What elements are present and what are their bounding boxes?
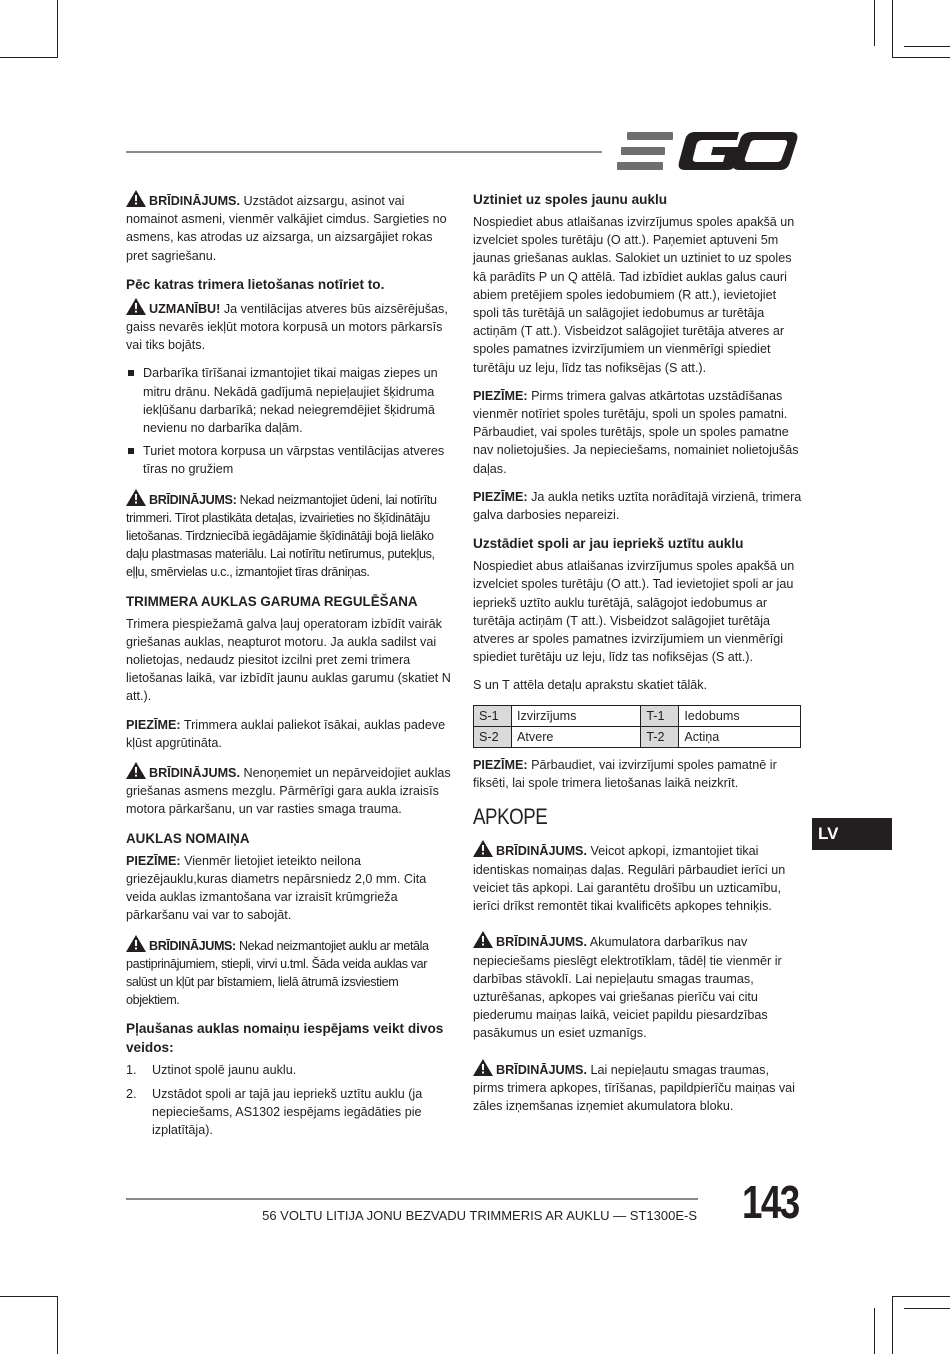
crop-mark bbox=[892, 57, 950, 58]
cleaning-list bbox=[126, 364, 454, 478]
warning-text: Akumulatora darbarīkus nav nepieciešams pieslēgt elektrotīklam, tādēļ tie vienmēr ir darbības stāvoklī. Lai nepieļautu smagas traumas, uzturēšanas, apkopes vai griešanas pierīču vai citu piederumu maiņas laikā, veiciet papildu piesardzības pasākumus un esiet uzmanīgs. bbox=[473, 935, 782, 1041]
footer-rule bbox=[126, 1198, 698, 1200]
warning-label: BRĪDINĀJUMS: bbox=[149, 938, 236, 953]
language-tab: LV bbox=[812, 818, 892, 850]
list-item-text: Darbarīka tīrīšanai izmantojiet tikai maigas ziepes un mitru drānu. Nekādā gadījumā nepieļaujiet šķidruma iekļūšanu darbarīkā; nekad neiegremdējiet šķidrumā nevienu no darbarīka daļām. bbox=[143, 366, 438, 436]
para-wind-line: Nospiediet abus atlaišanas izvirzījumus spoles apakšā un izvelciet spoles turētāju (O att.). Paņemiet aptuveni 5m jaunas griešanas auklas. Salokiet un uztiniet to uz spoles kā parādīts P un Q attēlā. Tad izbīdiet auklas galus cauri abiem pretējiem spoles iedobumiem (R att.), ievietojiet spoli tās turētājā un salāgojiet iedobumus ar turētāja actiņām (T att.). Visbeidzot salāgojiet turētāja atveres ar spoles pamatnes izvirzījumiem un vienmērīgi spiediet turētāju uz leju, līdz tas nofiksējas (S att.). bbox=[473, 215, 795, 375]
ego-logo bbox=[617, 130, 799, 172]
heading-clean: Pēc katras trimera lietošanas notīriet to. bbox=[126, 276, 385, 292]
crop-mark bbox=[904, 46, 950, 47]
warning-icon bbox=[473, 931, 493, 948]
step-text: Uztinot spolē jaunu auklu. bbox=[152, 1063, 297, 1078]
table-row bbox=[474, 705, 801, 726]
heading-two-ways: Pļaušanas auklas nomaiņu iespējams veikt divos veidos: bbox=[126, 1021, 444, 1056]
crop-mark bbox=[892, 1296, 893, 1354]
table-cell: Atvere bbox=[512, 726, 641, 747]
table-cell: Iedobums bbox=[679, 705, 801, 726]
warning-icon bbox=[126, 298, 146, 315]
right-column bbox=[473, 190, 803, 1125]
step-number: 1. bbox=[126, 1063, 137, 1078]
crop-mark bbox=[57, 1296, 58, 1354]
warning-water bbox=[126, 489, 454, 582]
note-text: Pirms trimera galvas atkārtotas uzstādīšanas vienmēr notīriet spoles turētāju, spoli un spoles pamatni. Pārbaudiet, vai spoles turētājs, spole un spoles pamatne nav nolietojušies. Ja nepieciešams, nomainiet nolietojušās daļas. bbox=[473, 388, 799, 476]
table-cell: Izvirzījums bbox=[512, 705, 641, 726]
parts-table bbox=[473, 705, 801, 748]
warning-blade bbox=[126, 762, 454, 819]
note-label: PIEZĪME: bbox=[473, 388, 528, 403]
warning-icon bbox=[126, 489, 146, 506]
warning-icon bbox=[473, 840, 493, 857]
table-row bbox=[474, 726, 801, 747]
header-rule bbox=[126, 151, 602, 153]
bullet-square-icon bbox=[128, 370, 134, 376]
warning-label: BRĪDINĀJUMS. bbox=[496, 1062, 587, 1077]
warning-icon bbox=[473, 1059, 493, 1076]
note-label: PIEZĪME: bbox=[473, 489, 528, 504]
crop-mark bbox=[0, 1296, 58, 1297]
crop-mark bbox=[57, 0, 58, 58]
heading-wind-line: Uztiniet uz spoles jaunu auklu bbox=[473, 192, 668, 207]
table-cell: T-1 bbox=[641, 705, 679, 726]
warning-remove-battery bbox=[473, 1059, 803, 1116]
warning-gloves bbox=[126, 190, 454, 265]
step-number: 2. bbox=[126, 1086, 137, 1101]
table-cell: S-1 bbox=[474, 705, 512, 726]
crop-mark bbox=[892, 1296, 950, 1297]
table-cell: S-2 bbox=[474, 726, 512, 747]
warning-icon bbox=[126, 762, 146, 779]
caution-label: UZMANĪBU! bbox=[149, 301, 221, 316]
warning-battery-tools bbox=[473, 931, 803, 1042]
list-item bbox=[126, 1061, 454, 1079]
warning-text: Lai nepieļautu smagas traumas, pirms trimera apkopes, tīrīšanas, papildpierīču maiņas vai zāles izņemšanas izņemiet akumulatora bloku. bbox=[473, 1062, 795, 1113]
table-cell: T-2 bbox=[641, 726, 679, 747]
crop-mark bbox=[0, 57, 58, 58]
warning-text: Veicot apkopi, izmantojiet tikai identiskas nomaiņas daļas. Regulāri pārbaudiet ierīci un veiciet tās apkopi. Lai garantētu drošību un uzticamību, ierīci drīkst remontēt tikai kvalificēts apkopes tehniķis. bbox=[473, 844, 786, 914]
note-text: Pārbaudiet, vai izvirzījumi spoles pamatnē ir fiksēti, lai spole trimera lietošanas laikā neizkrīt. bbox=[473, 758, 777, 791]
note-label: PIEZĪME: bbox=[473, 758, 528, 773]
bullet-square-icon bbox=[128, 448, 134, 454]
warning-metal-line bbox=[126, 935, 454, 1010]
para-line-length: Trimera piespiežamā galva ļauj operatoram izbīdīt vairāk griešanas auklas, neapturot motoru. Ja aukla sadilst vai nolietojas, nedaudz piesitot izcilni pret zemi trimera lietošanas laikā, var izbīdīt jaunu auklas garumu (skatiet N att.). bbox=[126, 616, 451, 704]
warning-label: BRĪDINĀJUMS. bbox=[496, 935, 587, 950]
replace-steps bbox=[126, 1061, 454, 1139]
list-item bbox=[126, 442, 454, 478]
warning-text: Nekad neizmantojiet ūdeni, lai notīrītu trimmeri. Tīrot plastikāta detaļas, izvairieties no šķīdinātāju lietošanas. Tirdzniecībā iegādājamie šķīdinātāji bojā lielāko daļu plastmasas materiālu. Lai notīrītu netīrumus, putekļus, eļļu, smērvielas u.c., izmantojiet tīras drāniņas. bbox=[126, 492, 437, 580]
note-label: PIEZĪME: bbox=[126, 853, 181, 868]
crop-mark bbox=[874, 1308, 875, 1354]
note-direction bbox=[473, 488, 803, 524]
para-install-spool: Nospiediet abus atlaišanas izvirzījumus spoles apakšā un izvelciet spoles turētāju (O att.). Tad ievietojiet spoli ar jau iepriekš uztīto auklu turētājā, salāgojot iedobumus ar turētāja actiņām (T att.). Visbeidzot salāgojiet turētāja atveres ar spoles pamatnes izvirzījumiem un vienmērīgi spiediet turētāju uz leju, līdz tas nofiksējas (S att.). bbox=[473, 559, 795, 665]
warning-text: Uzstādot aizsargu, asinot vai nomainot asmeni, vienmēr valkājiet cimdus. Sargieties no asmens, kas atrodas uz aizsarga, un aizsargājiet rokas pret sagriešanu. bbox=[126, 194, 447, 263]
table-cell: Actiņa bbox=[679, 726, 801, 747]
warning-icon bbox=[126, 935, 146, 952]
crop-mark bbox=[892, 0, 893, 58]
warning-label: BRĪDINĀJUMS: bbox=[149, 492, 237, 507]
note-label: PIEZĪME: bbox=[126, 717, 181, 732]
note-text: Vienmēr lietojiet ieteikto neilona griezējauklu,kuras diametrs nepārsniedz 2,0 mm. Cita veida auklas izmantošana var izraisīt krūmgrieža pārkaršanu vai var to sabojāt. bbox=[126, 853, 427, 923]
warning-service bbox=[473, 840, 803, 915]
caution-text: Ja ventilācijas atveres būs aizsērējušas, gaiss nevarēs iekļūt motora korpusā un motors pārkarsīs vai tiks bojāts. bbox=[126, 301, 448, 353]
note-check-lugs bbox=[473, 756, 803, 792]
crop-mark bbox=[904, 1308, 950, 1309]
list-item bbox=[126, 364, 454, 437]
heading-install-spool: Uzstādiet spoli ar jau iepriekš uztītu auklu bbox=[473, 536, 744, 552]
warning-text: Nekad neizmantojiet auklu ar metāla pastiprinājumiem, stiepli, virvi u.tml. Šāda veida auklas var salūst un kļūt par bīstamiem, lielā ātrumā izsviestiem objektiem. bbox=[126, 938, 429, 1008]
warning-icon bbox=[126, 190, 146, 207]
note-text: Ja aukla netiks uztīta norādītajā virzienā, trimera galva darbosies nepareizi. bbox=[473, 489, 802, 523]
warning-label: BRĪDINĀJUMS. bbox=[496, 844, 587, 859]
crop-mark bbox=[874, 0, 875, 46]
note-text: Trimmera auklai paliekot īsākai, auklas padeve kļūst apgrūtināta. bbox=[126, 717, 446, 750]
footer-title: 56 VOLTU LITIJA JONU BEZVADU TRIMMERIS AR AUKLU — ST1300E-S bbox=[262, 1208, 697, 1223]
left-column bbox=[126, 190, 454, 1144]
warning-label: BRĪDINĀJUMS. bbox=[149, 766, 240, 781]
note-shorter-line bbox=[126, 716, 454, 752]
heading-maintenance: APKOPE bbox=[473, 804, 548, 830]
heading-line-length: TRIMMERA AUKLAS GARUMA REGULĒŠANA bbox=[126, 593, 418, 609]
para-parts-ref: S un T attēla detaļu aprakstu skatiet tālāk. bbox=[473, 678, 708, 693]
list-item-text: Turiet motora korpusa un vārpstas ventilācijas atveres tīras no gružiem bbox=[143, 444, 445, 477]
list-item bbox=[126, 1085, 454, 1140]
note-nylon bbox=[126, 852, 454, 925]
note-clean-spool bbox=[473, 387, 803, 478]
step-text: Uzstādot spoli ar tajā jau iepriekš uztītu auklu (ja nepieciešams, AS1302 iespējams iegādāties pie izplatītāja). bbox=[152, 1086, 423, 1137]
heading-line-replace: AUKLAS NOMAIŅA bbox=[126, 830, 250, 846]
page-number: 143 bbox=[742, 1176, 799, 1228]
warning-text: Nenoņemiet un nepārveidojiet auklas griešanas asmens mezglu. Pārmērīgi gara aukla izraisīs motora pārkaršanu, un var rasties smaga trauma. bbox=[126, 766, 451, 817]
caution-vents bbox=[126, 298, 454, 355]
warning-label: BRĪDINĀJUMS. bbox=[149, 194, 240, 208]
